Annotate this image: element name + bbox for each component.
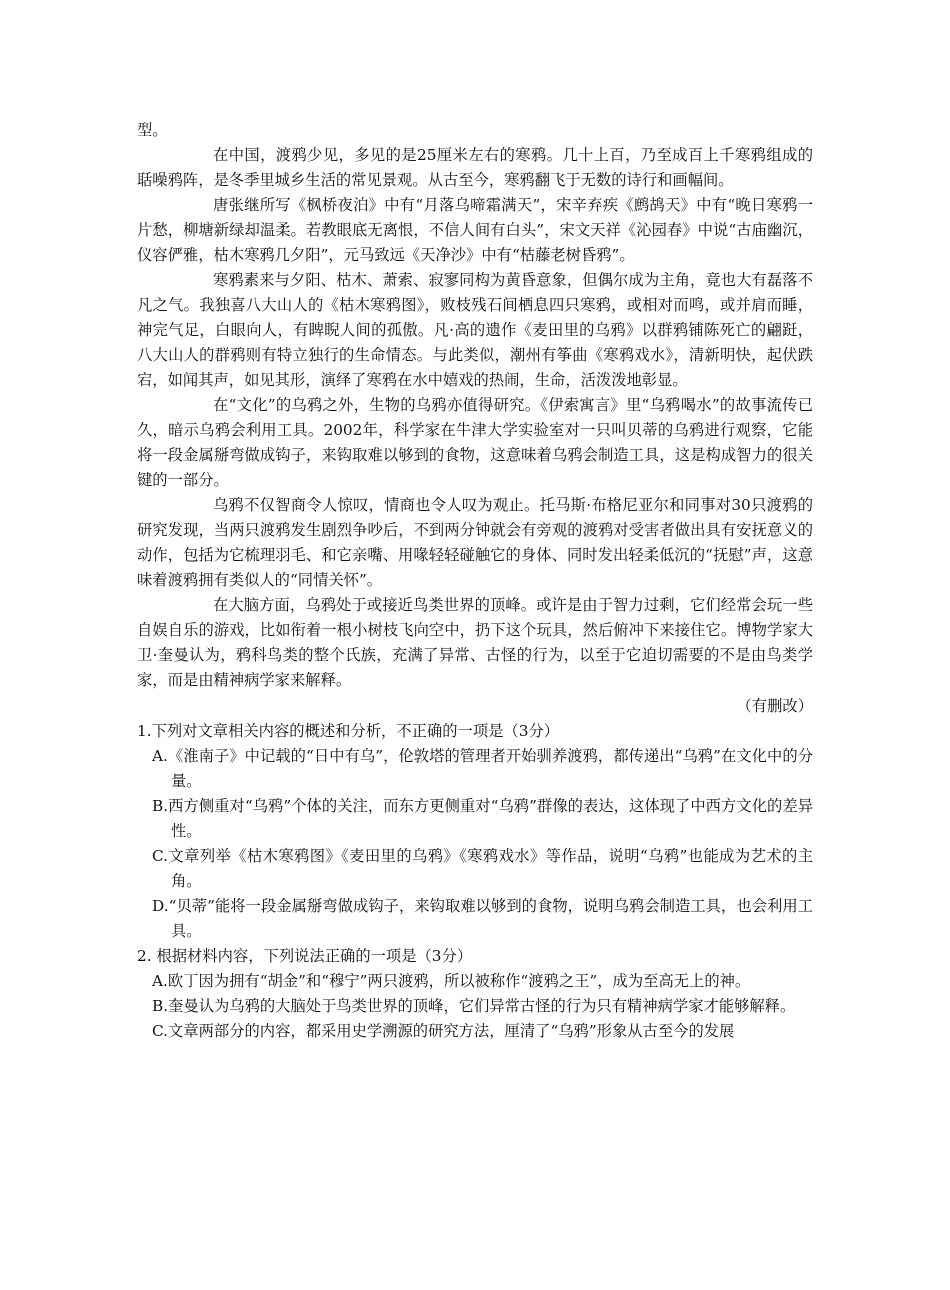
article-paragraph: 在中国，渡鸦少见，多见的是25厘米左右的寒鸦。几十上百，乃至成百上千寒鸦组成的聒噪鸦阵，是冬季里城乡生活的常见景观。从古至今，寒鸦翻飞于无数的诗行和画幅间。 [137, 146, 813, 189]
source-note: （有删改） [736, 697, 813, 715]
article-paragraph: 乌鸦不仅智商令人惊叹，情商也令人叹为观止。托马斯·布格尼亚尔和同事对30只渡鸦的研究发现，当两只渡鸦发生剧烈争吵后，不到两分钟就会有旁观的渡鸦对受害者做出具有安抚意义的动作，包括为它梳理羽毛、和它亲嘴、用喙轻轻碰触它的身体、同时发出轻柔低沉的“抚慰”声，这意味着渡鸦拥有类似人的“同情关怀”。 [137, 496, 813, 589]
option-b: B.奎曼认为乌鸦的大脑处于鸟类世界的顶峰，它们异常古怪的行为只有精神病学家才能够解释。 [152, 997, 796, 1015]
question-1 [137, 719, 813, 944]
document-page [137, 118, 813, 1044]
option-c: C.文章两部分的内容，都采用史学溯源的研究方法，厘清了“乌鸦”形象从古至今的发展 [152, 1022, 735, 1040]
question-stem: 1.下列对文章相关内容的概述和分析，不正确的一项是（3分） [137, 722, 560, 740]
article-body [137, 118, 813, 719]
option-a: A.欧丁因为拥有“胡金”和“穆宁”两只渡鸦，所以被称作“渡鸦之王”，成为至高无上的神。 [152, 972, 751, 990]
article-paragraph: 型。 [137, 121, 168, 139]
option-c: C.文章列举《枯木寒鸦图》《麦田里的乌鸦》《寒鸦戏水》等作品，说明“乌鸦”也能成为艺术的主角。 [152, 847, 813, 890]
question-2 [137, 944, 813, 1044]
article-paragraph: 在“文化”的乌鸦之外，生物的乌鸦亦值得研究。《伊索寓言》里“乌鸦喝水”的故事流传已久，暗示乌鸦会利用工具。2002年，科学家在牛津大学实验室对一只叫贝蒂的乌鸦进行观察，它能将一段金属掰弯做成钩子，来钩取难以够到的食物，这意味着乌鸦会制造工具，这是构成智力的很关键的一部分。 [137, 396, 813, 489]
question-stem: 2. 根据材料内容，下列说法正确的一项是（3分） [137, 947, 473, 965]
article-paragraph: 在大脑方面，乌鸦处于或接近鸟类世界的顶峰。或许是由于智力过剩，它们经常会玩一些自娱自乐的游戏，比如衔着一根小树枝飞向空中，扔下这个玩具，然后俯冲下来接住它。博物学家大卫·奎曼认为，鸦科鸟类的整个氏族，充满了异常、古怪的行为，以至于它迫切需要的不是由鸟类学家，而是由精神病学家来解释。 [137, 596, 813, 689]
article-paragraph: 唐张继所写《枫桥夜泊》中有“月落乌啼霜满天”，宋辛弃疾《鹧鸪天》中有“晚日寒鸦一片愁，柳塘新绿却温柔。若教眼底无离恨，不信人间有白头”，宋文天祥《沁园春》中说“古庙幽沉，仪容俨雅，枯木寒鸦几夕阳”，元马致远《天净沙》中有“枯藤老树昏鸦”。 [137, 196, 813, 264]
option-b: B.西方侧重对“乌鸦”个体的关注，而东方更侧重对“乌鸦”群像的表达，这体现了中西方文化的差异性。 [152, 797, 813, 840]
option-d: D.“贝蒂”能将一段金属掰弯做成钩子，来钩取难以够到的食物，说明乌鸦会制造工具，也会利用工具。 [152, 897, 813, 940]
article-paragraph: 寒鸦素来与夕阳、枯木、萧索、寂寥同构为黄昏意象，但偶尔成为主角，竟也大有磊落不凡之气。我独喜八大山人的《枯木寒鸦图》，败枝残石间栖息四只寒鸦，或相对而鸣，或并肩而睡，神完气足，白眼向人，有睥睨人间的孤傲。凡·高的遗作《麦田里的乌鸦》以群鸦铺陈死亡的翩跹，八大山人的群鸦则有特立独行的生命情态。与此类似，潮州有筝曲《寒鸦戏水》，清新明快，起伏跌宕，如闻其声，如见其形，演绎了寒鸦在水中嬉戏的热闹，生命，活泼泼地彰显。 [137, 271, 813, 389]
option-a: A.《淮南子》中记载的“日中有乌”，伦敦塔的管理者开始驯养渡鸦，都传递出“乌鸦”在文化中的分量。 [152, 747, 813, 790]
